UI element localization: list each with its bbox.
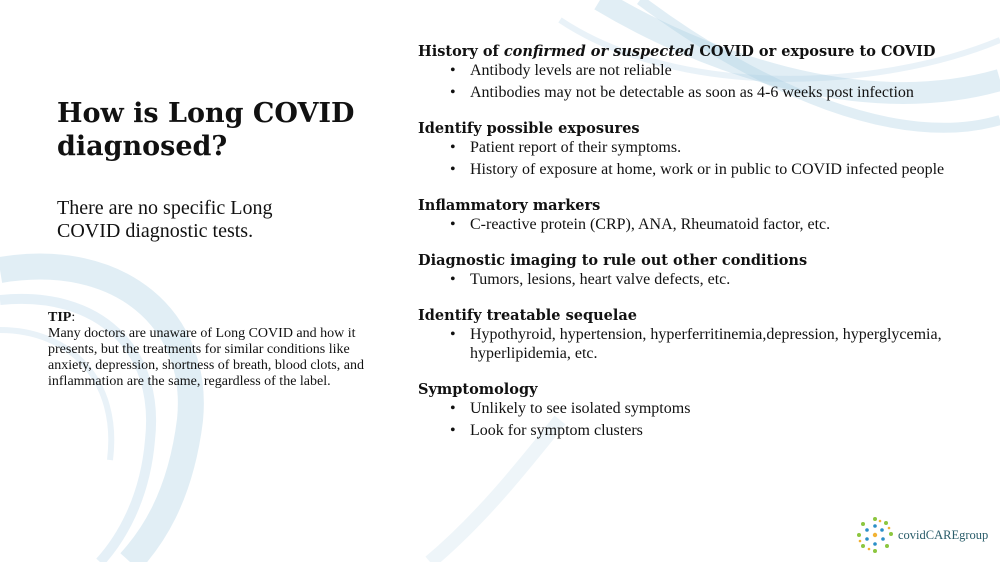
- section-symptomology: [418, 380, 958, 440]
- section-heading: Inflammatory markers: [418, 197, 601, 214]
- section-heading: Identify possible exposures: [418, 120, 640, 137]
- slide-title: How is Long COVID diagnosed?: [57, 98, 355, 162]
- section-sequelae: [418, 306, 958, 363]
- section-heading: Identify treatable sequelae: [418, 307, 638, 324]
- tip-box: TIP: Many doctors are unaware of Long COVID and how it presents, but the treatments for similar conditions like anxiety, depression, shortness of breath, blood clots, and inflammation are the same, regardless of the label.: [48, 310, 366, 390]
- section-history: [418, 42, 958, 102]
- section-heading: Symptomology: [418, 381, 538, 398]
- logo-dots-icon: [856, 516, 894, 554]
- tip-label: TIP: [48, 310, 72, 325]
- diagnosis-criteria-list: [418, 42, 958, 457]
- list-item: • History of exposure at home, work or in public to COVID infected people: [450, 160, 958, 179]
- section-inflammatory-markers: [418, 196, 958, 234]
- section-heading: Diagnostic imaging to rule out other conditions: [418, 252, 808, 269]
- list-item: • Antibody levels are not reliable: [450, 61, 958, 80]
- section-exposures: [418, 119, 958, 179]
- list-item: • Antibodies may not be detectable as soon as 4-6 weeks post infection: [450, 83, 958, 102]
- list-item: • Patient report of their symptoms.: [450, 138, 958, 157]
- logo-text: covidCAREgroup: [898, 527, 989, 542]
- section-heading: History of confirmed or suspected COVID or exposure to COVID: [418, 43, 936, 60]
- section-imaging: [418, 251, 958, 289]
- covidcaregroup-logo: [856, 515, 988, 555]
- list-item: • Tumors, lesions, heart valve defects, etc.: [450, 270, 958, 289]
- tip-text: Many doctors are unaware of Long COVID and how it presents, but the treatments for similar conditions like anxiety, depression, shortness of breath, blood clots, and inflammation are the same, regardless of the label.: [48, 326, 364, 389]
- list-item: • Hypothyroid, hypertension, hyperferritinemia,depression, hyperglycemia, hyperlipidemia, etc.: [450, 325, 958, 363]
- slide-subtitle: There are no specific Long COVID diagnostic tests.: [57, 197, 273, 242]
- list-item: • C-reactive protein (CRP), ANA, Rheumatoid factor, etc.: [450, 215, 958, 234]
- list-item: • Look for symptom clusters: [450, 421, 958, 440]
- list-item: • Unlikely to see isolated symptoms: [450, 399, 958, 418]
